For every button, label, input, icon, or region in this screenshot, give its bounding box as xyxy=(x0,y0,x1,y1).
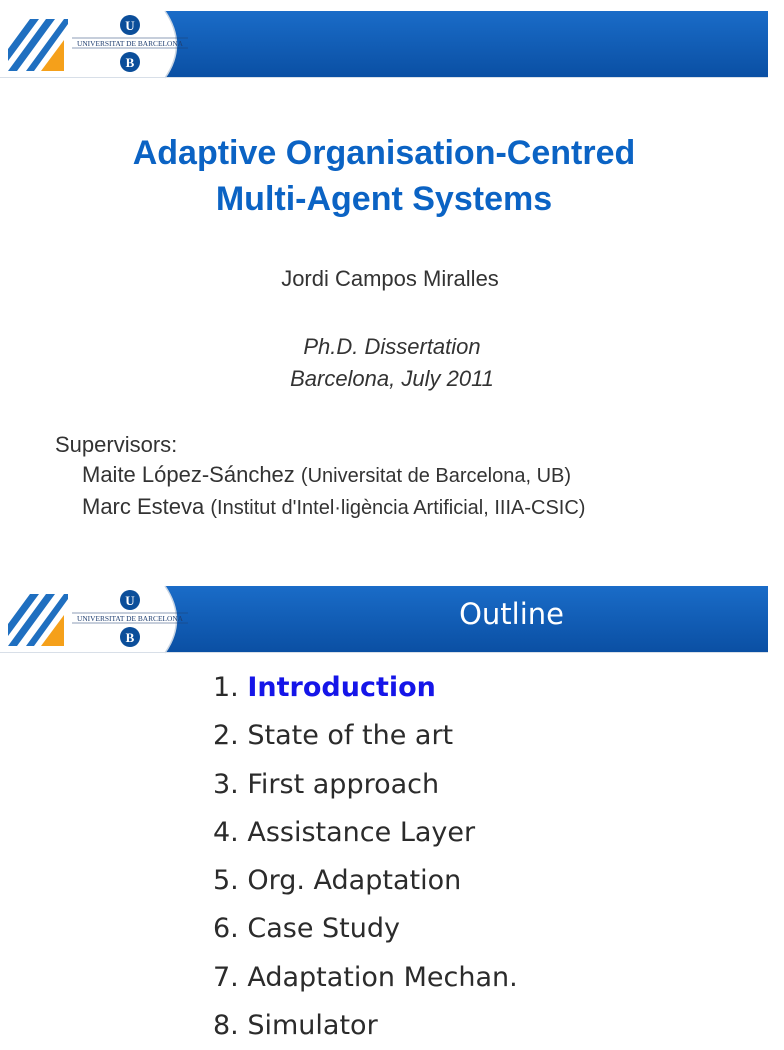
logo-emblem-top: U xyxy=(125,593,135,608)
supervisor-row xyxy=(82,494,585,520)
outline-item xyxy=(213,857,518,905)
logo-university-name: UNIVERSITAT DE BARCELONA xyxy=(76,614,184,623)
outline-item-number: 3. xyxy=(213,768,239,800)
logo-university-name: UNIVERSITAT DE BARCELONA xyxy=(76,39,184,48)
ub-stripes-icon xyxy=(8,594,68,646)
supervisor-affiliation: (Universitat de Barcelona, UB) xyxy=(300,465,572,487)
university-logo xyxy=(72,13,188,75)
ub-stripes-icon xyxy=(8,19,68,71)
outline-item-number: 6. xyxy=(213,913,239,945)
outline-item-label: Simulator xyxy=(247,1010,378,1042)
author-name: Jordi Campos Miralles xyxy=(281,266,499,291)
outline-item-number: 5. xyxy=(213,865,239,897)
outline-item xyxy=(213,664,518,712)
supervisor-affiliation: (Institut d'Intel·ligència Artificial, IIIA-CSIC) xyxy=(210,497,586,519)
slide-header xyxy=(0,586,768,653)
supervisor-row xyxy=(82,462,571,488)
title-line-1: Adaptive Organisation-Centred xyxy=(132,134,636,172)
subtitle-line-1: Ph.D. Dissertation xyxy=(303,334,481,359)
university-logo xyxy=(72,588,188,650)
outline-item-number: 1. xyxy=(213,672,239,703)
outline-list xyxy=(213,664,518,1050)
supervisor-name: Maite López-Sánchez xyxy=(82,462,295,487)
outline-item-label: First approach xyxy=(247,768,440,800)
outline-item xyxy=(213,905,518,953)
supervisors-label: Supervisors: xyxy=(55,432,178,457)
outline-item xyxy=(213,712,518,760)
slide-header xyxy=(0,11,768,78)
logo-emblem-top: U xyxy=(125,18,135,33)
outline-item-label: Adaptation Mechan. xyxy=(247,961,518,993)
outline-item-label: Org. Adaptation xyxy=(247,865,462,897)
outline-item xyxy=(213,1002,518,1050)
presentation-title xyxy=(0,130,768,222)
outline-item-number: 4. xyxy=(213,816,239,848)
outline-item xyxy=(213,954,518,1002)
outline-item-label: Introduction xyxy=(247,672,436,703)
logo-emblem-bottom: B xyxy=(125,55,135,70)
outline-item-number: 2. xyxy=(213,720,239,752)
outline-item xyxy=(213,809,518,857)
outline-item-label: State of the art xyxy=(247,720,454,752)
outline-item-number: 7. xyxy=(213,961,239,993)
outline-item-number: 8. xyxy=(213,1010,239,1042)
header-title: Outline xyxy=(459,597,564,631)
logo-emblem-bottom: B xyxy=(125,630,135,645)
outline-item-label: Case Study xyxy=(247,913,400,945)
outline-item-label: Assistance Layer xyxy=(247,816,476,848)
supervisor-name: Marc Esteva xyxy=(82,494,205,519)
outline-slide xyxy=(0,586,768,1042)
outline-item xyxy=(213,761,518,809)
subtitle-line-2: Barcelona, July 2011 xyxy=(290,366,494,391)
title-line-2: Multi-Agent Systems xyxy=(215,180,553,218)
